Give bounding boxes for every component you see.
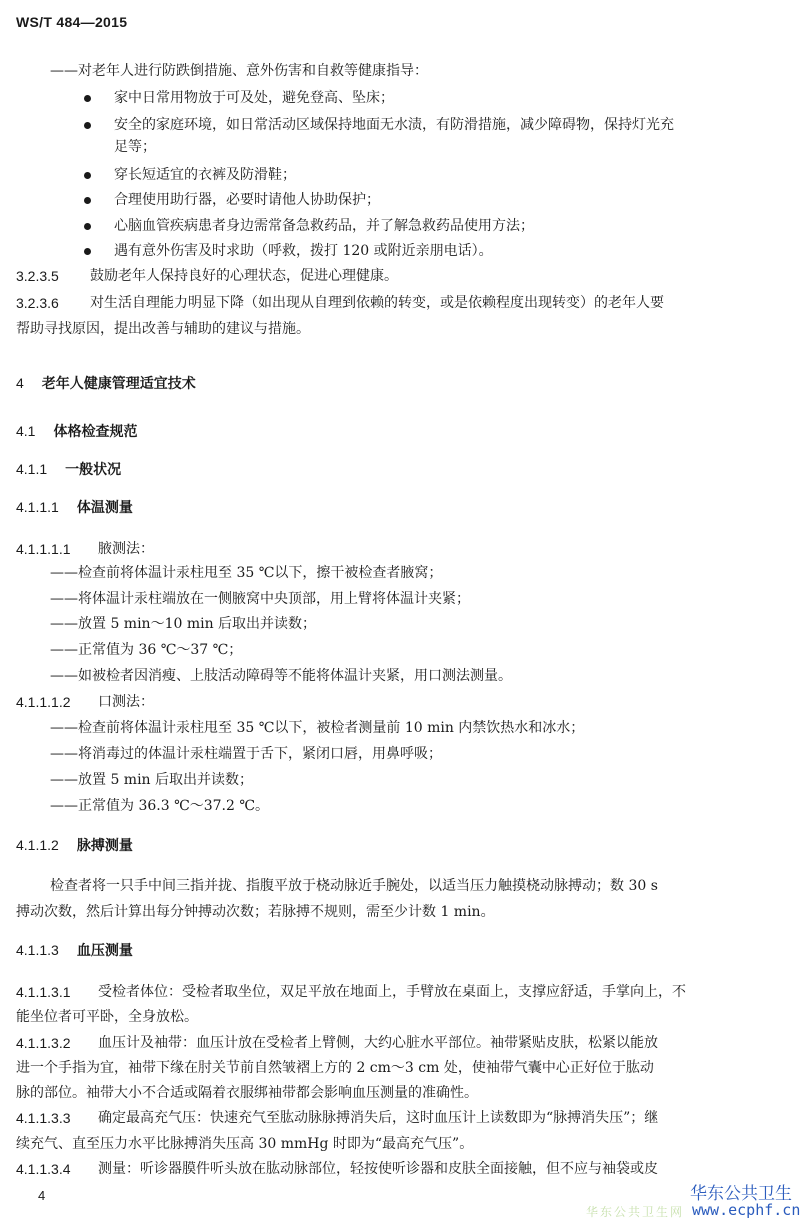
- paragraph-text: 检查者将一只手中间三指并拢、指腹平放于桡动脉近手腕处，以适当压力触摸桡动脉搏动；数 30 s: [50, 878, 658, 894]
- section-heading: 4.1 体格检查规范: [16, 423, 138, 440]
- clause-text: 续充气、直至压力水平比脉搏消失压高 30 mmHg 时即为“最高充气压”。: [16, 1136, 474, 1152]
- list-item: ——将体温计汞柱端放在一侧腋窝中央顶部，用上臂将体温计夹紧；: [50, 591, 470, 607]
- bullet-icon: [84, 122, 91, 129]
- bullet-icon: [84, 172, 91, 179]
- bullet-icon: [84, 248, 91, 255]
- clause-number: 4.1.1.3.2: [16, 1035, 71, 1051]
- clause-title: 口测法：: [98, 694, 154, 710]
- watermark-text: 华东公共卫生网: [586, 1205, 685, 1219]
- clause-text: 测量：听诊器膜件听头放在肱动脉部位，轻按使听诊器和皮肤全面接触，但不应与袖袋或皮: [98, 1161, 658, 1177]
- paragraph-text: 搏动次数，然后计算出每分钟搏动次数；若脉搏不规则，需至少计数 1 min。: [16, 904, 495, 920]
- clause-number: 3.2.3.5: [16, 268, 59, 284]
- section-heading: 4.1.1.2 脉搏测量: [16, 837, 133, 854]
- clause-number: 4.1.1.1.1: [16, 541, 71, 557]
- clause-text: 能坐位者可平卧，全身放松。: [16, 1009, 198, 1025]
- document-page: WS/T 484—2015 ——对老年人进行防跌倒措施、意外伤害和自救等健康指导： 家中日常用物放于可及处，避免登高、坠床； 安全的家庭环境，如日常活动区域保持地面无水渍，有防滑措施，减少障碍物，保持灯光充 足等； 穿长短适宜的衣裤及防滑鞋； 合理使用助行器，必要时请他人协助保护； 心脑血管疾病患者身边需常备急救药品，并了解急救药品使用方法； 遇有意外伤害及时求助（呼救，拨打 120 或附近亲朋电话）。 3.2.3.5 鼓励老年人保持良好的心理状态，促进心理健康。 3.2.3.6 对生活自理能力明显下降（如出现从自理到依赖的转变，或是依赖程度出现转变）的老年人要 帮助寻找原因，提出改善与辅助的建议与措施。 4 老年人健康管理适宜技术 4.1 体格检查规范 4.1.1 一般状况 4.1.1.1 体温测量 4.1.1.1.1 腋测法： ——检查前将体温计汞柱甩至 35 ℃以下，擦干被检查者腋窝； ——将体温计汞柱端放在一侧腋窝中央顶部，用上臂将体温计夹紧； ——放置 5 min～10 min 后取出并读数； ——正常值为 36 ℃～37 ℃； ——如被检者因消瘦、上肢活动障碍等不能将体温计夹紧，用口测法测量。 4.1.1.1.2 口测法： ——检查前将体温计汞柱甩至 35 ℃以下，被检者测量前 10 min 内禁饮热水和冰水； ——将消毒过的体温计汞柱端置于舌下，紧闭口唇，用鼻呼吸； ——放置 5 min 后取出并读数； ——正常值为 36.3 ℃～37.2 ℃。 4.1.1.2 脉搏测量 检查者将一只手中间三指并拢、指腹平放于桡动脉近手腕处，以适当压力触摸桡动脉搏动；数 30 s 搏动次数，然后计算出每分钟搏动次数；若脉搏不规则，需至少计数 1 min。 4.1.1.3 血压测量 4.1.1.3.1 受检者体位：受检者取坐位，双足平放在地面上，手臂放在桌面上，支撑应舒适，手掌向上，不 能坐位者可平卧，全身放松。 4.1.1.3.2 血压计及袖带：血压计放在受检者上臂侧，大约心脏水平部位。袖带紧贴皮肤，松紧以能放 进一个手指为宜，袖带下缘在肘关节前自然皱褶上方的 2 cm～3 cm 处，使袖带气囊中心正好位于肱动 脉的部位。袖带大小不合适或隔着衣服绑袖带都会影响血压测量的准确性。 4.1.1.3.3 确定最高充气压：快速充气至肱动脉脉搏消失后，这时血压计上读数即为“脉搏消失压”；继 续充气、直至压力水平比脉搏消失压高 30 mmHg 时即为“最高充气压”。 4.1.1.3.4 测量：听诊器膜件听头放在肱动脉部位，轻按使听诊器和皮肤全面接触，但不应与袖袋或皮 4 华东公共卫生网 华东公共卫生 www.ecphf.cn: [16, 14, 800, 1219]
- clause-title: 腋测法：: [98, 541, 154, 557]
- clause-text: 受检者体位：受检者取坐位，双足平放在地面上，手臂放在桌面上，支撑应舒适，手掌向上，不: [98, 984, 686, 1000]
- list-item: ——放置 5 min 后取出并读数；: [50, 772, 254, 788]
- list-item: ——如被检者因消瘦、上肢活动障碍等不能将体温计夹紧，用口测法测量。: [50, 668, 512, 684]
- clause-text: 对生活自理能力明显下降（如出现从自理到依赖的转变，或是依赖程度出现转变）的老年人要: [90, 295, 664, 311]
- brand-watermark: 华东公共卫生: [690, 1184, 792, 1204]
- section-heading: 4 老年人健康管理适宜技术: [16, 375, 196, 392]
- bullet-icon: [84, 197, 91, 204]
- clause-text: 血压计及袖带：血压计放在受检者上臂侧，大约心脏水平部位。袖带紧贴皮肤，松紧以能放: [98, 1035, 658, 1051]
- list-item: ——正常值为 36 ℃～37 ℃；: [50, 642, 243, 658]
- list-item: ——放置 5 min～10 min 后取出并读数；: [50, 616, 317, 632]
- clause-number: 3.2.3.6: [16, 295, 59, 311]
- clause-number: 4.1.1.3.1: [16, 984, 71, 1000]
- clause-number: 4.1.1.3.3: [16, 1110, 71, 1126]
- clause-text: 鼓励老年人保持良好的心理状态，促进心理健康。: [90, 268, 398, 284]
- clause-number: 4.1.1.3.4: [16, 1161, 71, 1177]
- clause-text: 进一个手指为宜，袖带下缘在肘关节前自然皱褶上方的 2 cm～3 cm 处，使袖带气囊中心正好位于肱动: [16, 1060, 654, 1076]
- list-item: ——检查前将体温计汞柱甩至 35 ℃以下，擦干被检查者腋窝；: [50, 565, 443, 581]
- bullet-icon: [84, 223, 91, 230]
- section-heading: 4.1.1.3 血压测量: [16, 942, 133, 959]
- section-heading: 4.1.1.1 体温测量: [16, 499, 133, 516]
- clause-number: 4.1.1.1.2: [16, 694, 71, 710]
- page-number: 4: [38, 1188, 46, 1203]
- clause-text: 帮助寻找原因，提出改善与辅助的建议与措施。: [16, 321, 310, 337]
- document-code: WS/T 484—2015: [16, 14, 128, 30]
- fall-guidance-intro: ——对老年人进行防跌倒措施、意外伤害和自救等健康指导：: [50, 63, 428, 79]
- list-item: ——正常值为 36.3 ℃～37.2 ℃。: [50, 798, 270, 814]
- site-watermark: www.ecphf.cn: [692, 1201, 800, 1219]
- list-item: ——将消毒过的体温计汞柱端置于舌下，紧闭口唇，用鼻呼吸；: [50, 746, 442, 762]
- list-item: ——检查前将体温计汞柱甩至 35 ℃以下，被检者测量前 10 min 内禁饮热水和冰水；: [50, 720, 585, 736]
- bullet-item-continuation: 足等；: [114, 139, 156, 155]
- clause-text: 脉的部位。袖带大小不合适或隔着衣服绑袖带都会影响血压测量的准确性。: [16, 1085, 478, 1101]
- bullet-icon: [84, 95, 91, 102]
- section-heading: 4.1.1 一般状况: [16, 461, 122, 478]
- clause-text: 确定最高充气压：快速充气至肱动脉脉搏消失后，这时血压计上读数即为“脉搏消失压”；继: [98, 1110, 659, 1126]
